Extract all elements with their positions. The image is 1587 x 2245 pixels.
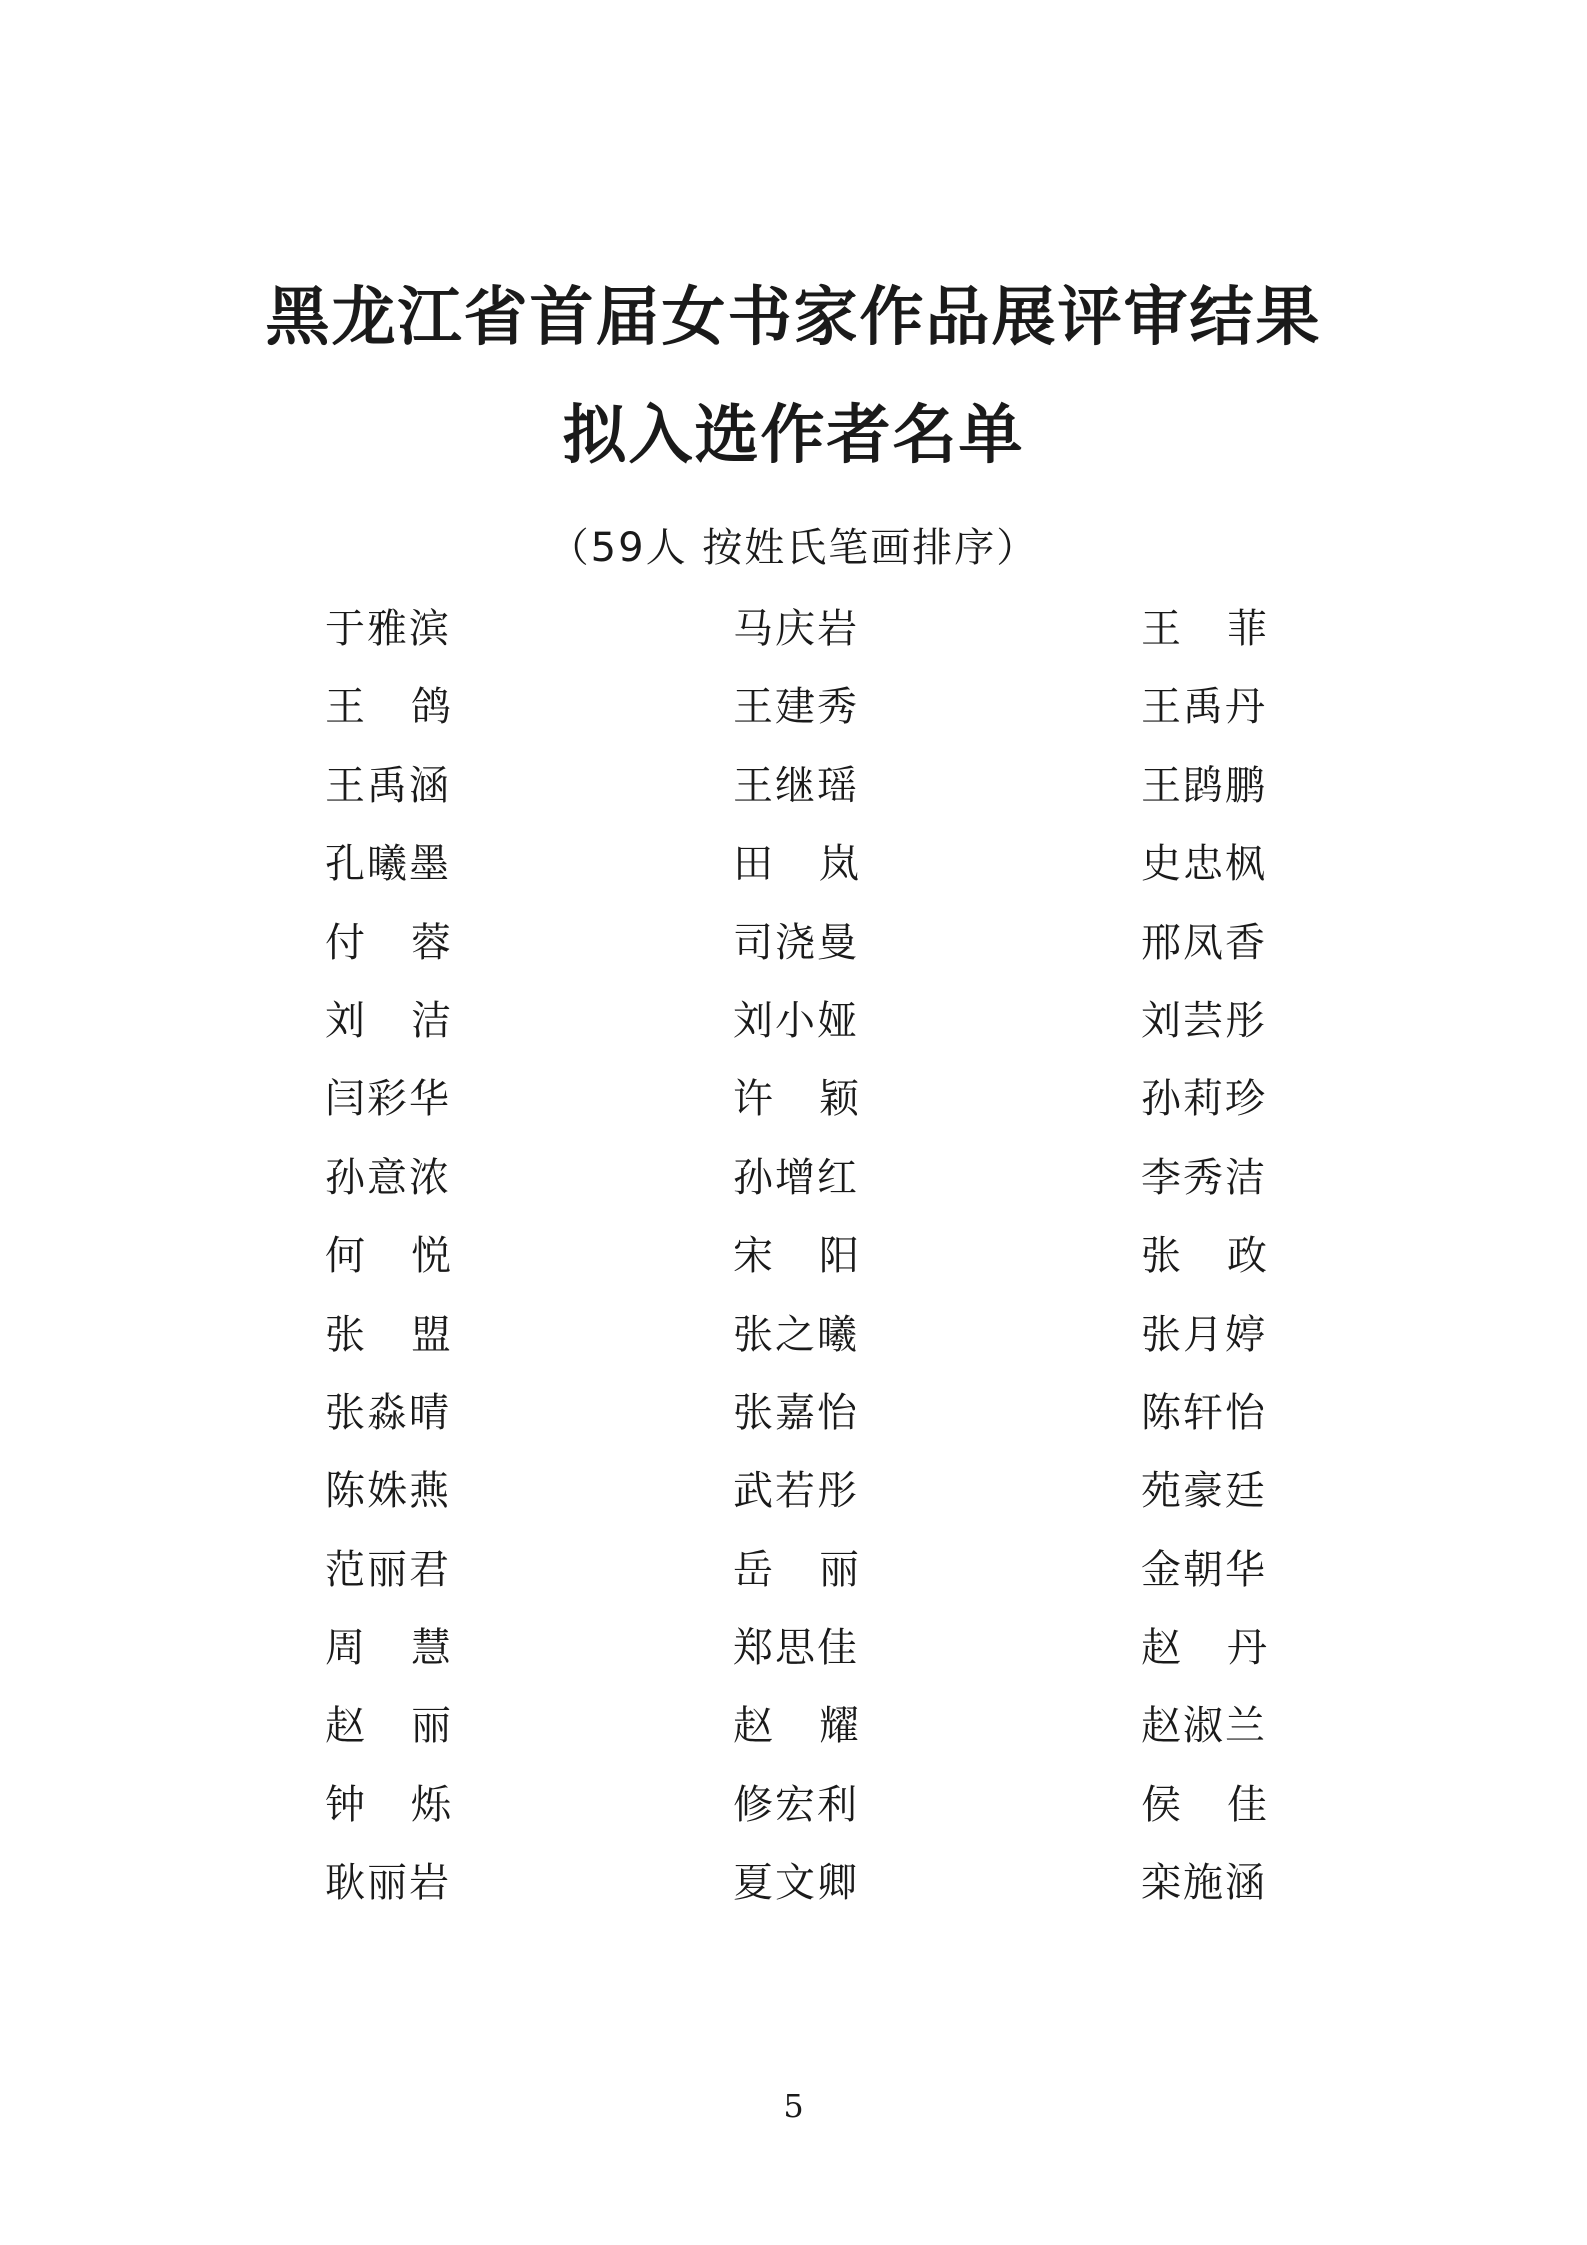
name-row bbox=[0, 761, 1587, 839]
name-entry: 赵 丹 bbox=[1141, 1625, 1267, 1672]
name-entry: 刘芸彤 bbox=[1141, 997, 1267, 1044]
name-entry: 司浇曼 bbox=[733, 919, 859, 966]
name-entry: 马庆岩 bbox=[733, 606, 859, 652]
name-entry: 张 政 bbox=[1141, 1233, 1267, 1280]
name-entry: 王继瑶 bbox=[733, 762, 859, 809]
name-entry: 陈轩怡 bbox=[1141, 1389, 1267, 1436]
name-entry: 岳 丽 bbox=[733, 1546, 859, 1593]
name-row bbox=[0, 604, 1587, 682]
name-entry: 范丽君 bbox=[325, 1546, 451, 1593]
name-entry: 武若彤 bbox=[733, 1468, 859, 1515]
name-row bbox=[0, 1858, 1587, 1936]
name-entry: 王鹍鹏 bbox=[1141, 762, 1267, 809]
name-entry: 于雅滨 bbox=[325, 606, 451, 652]
name-row bbox=[0, 682, 1587, 760]
name-entry: 孙增红 bbox=[733, 1154, 859, 1201]
name-entry: 史忠枫 bbox=[1141, 841, 1267, 888]
name-entry: 王建秀 bbox=[733, 684, 859, 731]
name-entry: 陈姝燕 bbox=[325, 1468, 451, 1515]
document-subtitle-title: 拟入选作者名单 bbox=[562, 398, 1025, 473]
name-row bbox=[0, 1545, 1587, 1623]
name-row bbox=[0, 1388, 1587, 1466]
name-entry: 金朝华 bbox=[1141, 1546, 1267, 1593]
name-entry: 王禹丹 bbox=[1141, 684, 1267, 731]
name-entry: 张月婷 bbox=[1141, 1311, 1267, 1358]
name-entry: 田 岚 bbox=[733, 841, 859, 888]
name-entry: 孔曦墨 bbox=[325, 841, 451, 888]
name-entry: 宋 阳 bbox=[733, 1233, 859, 1280]
name-entry: 刘 洁 bbox=[325, 997, 451, 1044]
name-entry: 孙莉珍 bbox=[1141, 1076, 1267, 1123]
name-entry: 邢凤香 bbox=[1141, 919, 1267, 966]
name-row bbox=[0, 1623, 1587, 1701]
name-entry: 修宏利 bbox=[733, 1781, 859, 1828]
document-title: 黑龙江省首届女书家作品展评审结果 bbox=[265, 280, 1322, 355]
name-row bbox=[0, 1701, 1587, 1779]
name-entry: 钟 烁 bbox=[325, 1781, 451, 1828]
name-entry: 侯 佳 bbox=[1141, 1781, 1267, 1828]
name-entry: 李秀洁 bbox=[1141, 1154, 1267, 1201]
name-entry: 张之曦 bbox=[733, 1311, 859, 1358]
name-entry: 郑思佳 bbox=[733, 1625, 859, 1672]
name-entry: 付 蓉 bbox=[325, 919, 451, 966]
name-entry: 苑豪廷 bbox=[1141, 1468, 1267, 1515]
name-entry: 何 悦 bbox=[325, 1233, 451, 1280]
name-list bbox=[0, 604, 1587, 1924]
name-entry: 张 盟 bbox=[325, 1311, 451, 1358]
name-row bbox=[0, 1466, 1587, 1544]
name-entry: 周 慧 bbox=[325, 1625, 451, 1672]
name-row bbox=[0, 1153, 1587, 1231]
name-entry: 王 鸽 bbox=[325, 684, 451, 731]
name-entry: 王禹涵 bbox=[325, 762, 451, 809]
name-entry: 赵淑兰 bbox=[1141, 1703, 1267, 1750]
name-entry: 许 颖 bbox=[733, 1076, 859, 1123]
name-entry: 孙意浓 bbox=[325, 1154, 451, 1201]
name-entry: 张嘉怡 bbox=[733, 1389, 859, 1436]
name-row bbox=[0, 1231, 1587, 1309]
name-row bbox=[0, 1780, 1587, 1858]
name-entry: 闫彩华 bbox=[325, 1076, 451, 1123]
name-row bbox=[0, 1074, 1587, 1152]
name-entry: 栾施涵 bbox=[1141, 1860, 1267, 1907]
name-entry: 张淼晴 bbox=[325, 1389, 451, 1436]
name-entry: 刘小娅 bbox=[733, 997, 859, 1044]
name-entry: 王 菲 bbox=[1141, 606, 1267, 652]
document-note: （59人 按姓氏笔画排序） bbox=[548, 525, 1039, 571]
name-entry: 夏文卿 bbox=[733, 1860, 859, 1907]
name-row bbox=[0, 1310, 1587, 1388]
name-row bbox=[0, 918, 1587, 996]
page-number: 5 bbox=[783, 2087, 804, 2125]
name-entry: 赵 耀 bbox=[733, 1703, 859, 1750]
name-row bbox=[0, 996, 1587, 1074]
name-entry: 耿丽岩 bbox=[325, 1860, 451, 1907]
name-row bbox=[0, 839, 1587, 917]
name-entry: 赵 丽 bbox=[325, 1703, 451, 1750]
